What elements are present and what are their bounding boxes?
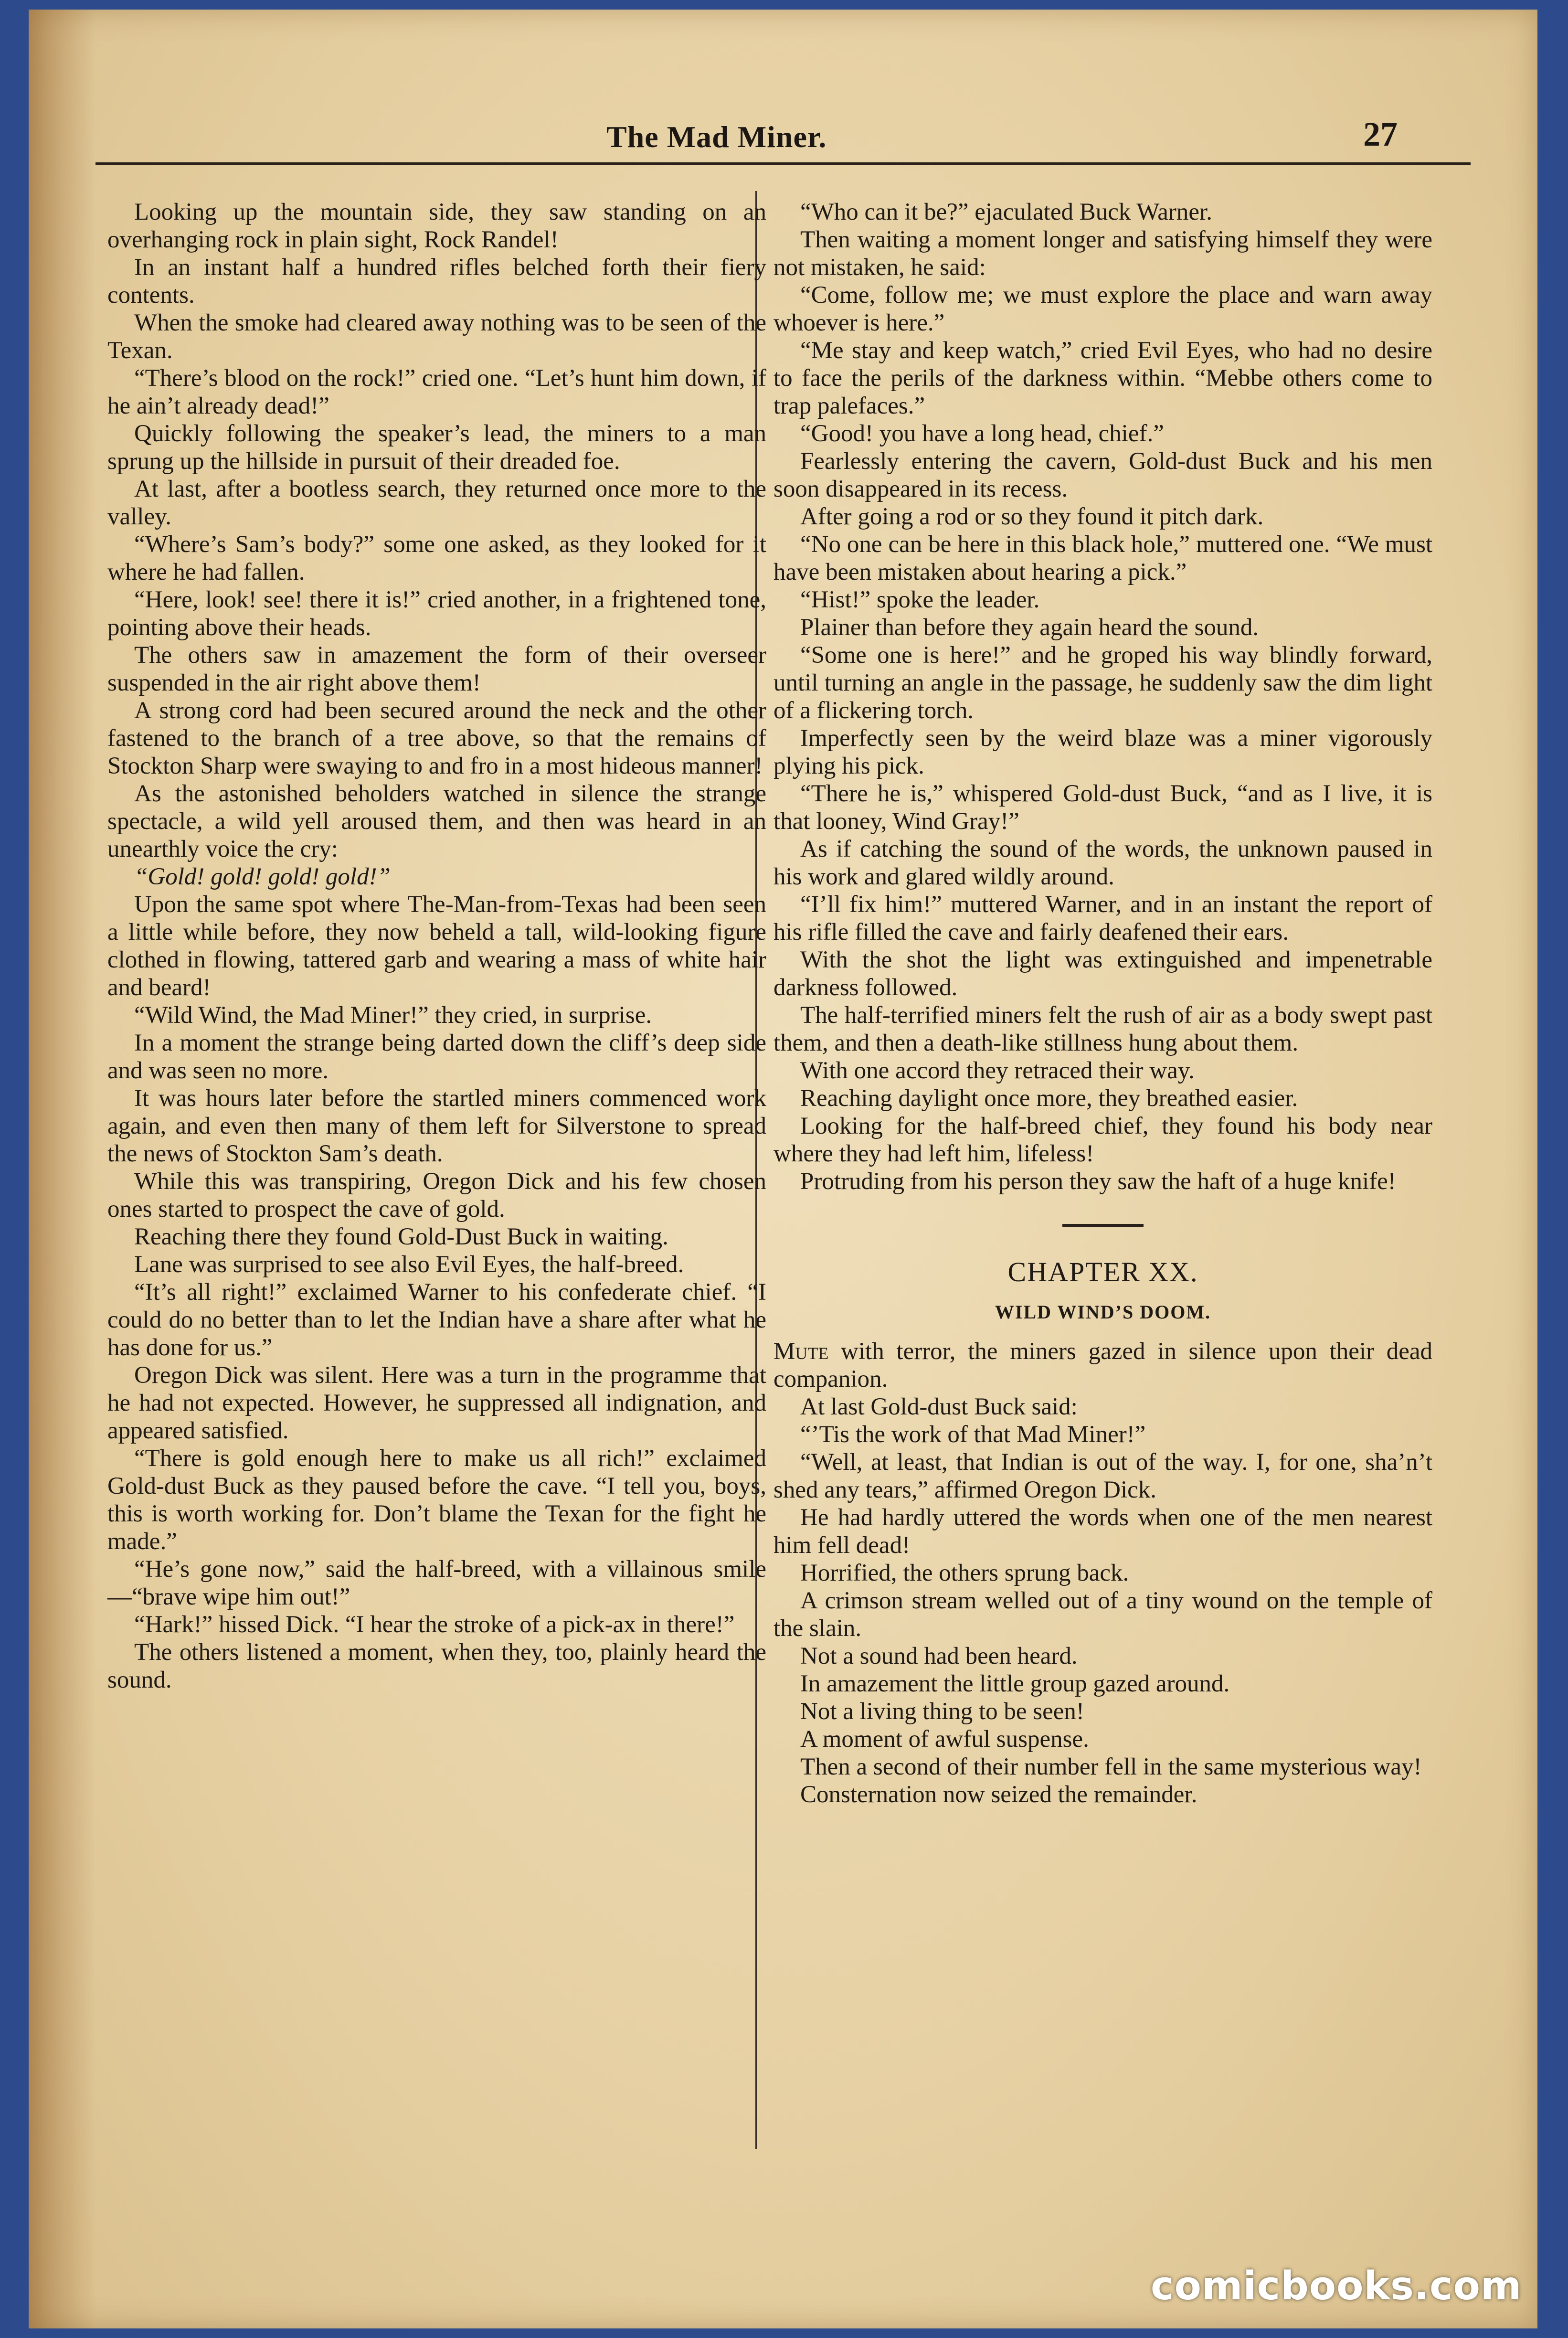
chapter-opening-text: with terror, the miners gazed in silence upon their dead companion. — [773, 1338, 1432, 1392]
paragraph: The half-terrified miners felt the rush of air as a body swept past them, and then a death-like stillness hung about them. — [773, 1002, 1432, 1056]
paragraph: “Hark!” hissed Dick. “I hear the stroke of a pick-ax in there!” — [134, 1611, 735, 1638]
paragraph: Consternation now seized the remainder. — [800, 1781, 1197, 1808]
paragraph: Reaching daylight once more, they breathed easier. — [800, 1085, 1298, 1112]
paragraph: “Come, follow me; we must explore the place and warn away whoever is here.” — [773, 282, 1432, 336]
paragraph: “’Tis the work of that Mad Miner!” — [800, 1421, 1146, 1448]
paragraph: “Gold! gold! gold! gold!” — [134, 863, 391, 890]
paragraph: “There is gold enough here to make us all rich!” exclaimed Gold-dust Buck as they paused before the cave. “I tell you, boys, this is worth working for. Don’t blame the Texan for the fight he made.” — [107, 1445, 766, 1555]
paragraph: Fearlessly entering the cavern, Gold-dust Buck and his men soon disappeared in its recess. — [773, 448, 1432, 502]
paragraph: “He’s gone now,” said the half-breed, with a villainous smile—“brave wipe him out!” — [107, 1556, 766, 1610]
running-title: The Mad Miner. — [606, 120, 827, 154]
right-column-top — [773, 198, 1432, 1195]
paragraph: “There he is,” whispered Gold-dust Buck, “and as I live, it is that looney, Wind Gray!” — [773, 780, 1432, 835]
chapter-opening-lead: Mute — [773, 1338, 829, 1365]
page-edge-stain — [29, 10, 95, 2328]
book-page — [29, 10, 1537, 2328]
paragraph: In an instant half a hundred rifles belched forth their fiery contents. — [107, 254, 766, 308]
paragraph: At last Gold-dust Buck said: — [800, 1393, 1078, 1420]
paragraph: “I’ll fix him!” muttered Warner, and in an instant the report of his rifle filled the cave and fairly deafened their ears. — [773, 891, 1432, 946]
paragraph: Reaching there they found Gold-Dust Buck in waiting. — [134, 1223, 668, 1250]
paragraph: When the smoke had cleared away nothing was to be seen of the Texan. — [107, 309, 766, 364]
paragraph: Oregon Dick was silent. Here was a turn in the programme that he had not expected. However, he suppressed all indignation, and appeared satisfied. — [107, 1362, 766, 1444]
paragraph: A crimson stream welled out of a tiny wound on the temple of the slain. — [773, 1587, 1432, 1642]
paragraph: Protruding from his person they saw the haft of a huge knife! — [800, 1168, 1396, 1195]
paragraph: Then waiting a moment longer and satisfying himself they were not mistaken, he said: — [773, 226, 1432, 281]
paragraph: He had hardly uttered the words when one of the men nearest him fell dead! — [773, 1504, 1432, 1559]
right-column — [773, 198, 1432, 1808]
header-rule — [95, 162, 1471, 165]
paragraph: Looking for the half-breed chief, they found his body near where they had left him, lifeless! — [773, 1113, 1432, 1167]
paragraph: “It’s all right!” exclaimed Warner to his confederate chief. “I could do no better than to let the Indian have a share after what he has done for us.” — [107, 1279, 766, 1361]
paragraph: Quickly following the speaker’s lead, the miners to a man sprung up the hillside in pursuit of their dreaded foe. — [107, 420, 766, 475]
paragraph: After going a rod or so they found it pitch dark. — [800, 503, 1264, 530]
right-column-bottom — [773, 1393, 1432, 1808]
paragraph: “Well, at least, that Indian is out of the way. I, for one, sha’n’t shed any tears,” affirmed Oregon Dick. — [773, 1449, 1432, 1503]
paragraph: “Hist!” spoke the leader. — [800, 586, 1040, 613]
left-column — [107, 198, 766, 1694]
paragraph: Plainer than before they again heard the sound. — [800, 614, 1259, 641]
paragraph: Looking up the mountain side, they saw standing on an overhanging rock in plain sight, Rock Randel! — [107, 199, 766, 253]
paragraph: “No one can be here in this black hole,” muttered one. “We must have been mistaken about hearing a pick.” — [773, 531, 1432, 585]
paragraph: Imperfectly seen by the weird blaze was a miner vigorously plying his pick. — [773, 725, 1432, 779]
paragraph: Horrified, the others sprung back. — [800, 1560, 1129, 1586]
paragraph: “Some one is here!” and he groped his way blindly forward, until turning an angle in the passage, he suddenly saw the dim light of a flickering torch. — [773, 642, 1432, 724]
paragraph: Not a sound had been heard. — [800, 1643, 1078, 1669]
page-header — [29, 110, 1537, 162]
paragraph: “Wild Wind, the Mad Miner!” they cried, in surprise. — [134, 1002, 652, 1029]
chapter-title: CHAPTER XX. — [1007, 1256, 1198, 1287]
paragraph: Lane was surprised to see also Evil Eyes, the half-breed. — [134, 1251, 684, 1278]
paragraph: Upon the same spot where The-Man-from-Texas had been seen a little while before, they now beheld a tall, wild-looking figure clothed in flowing, tattered garb and wearing a mass of white hair and beard! — [107, 891, 766, 1001]
page-number: 27 — [1363, 115, 1398, 153]
paragraph: Then a second of their number fell in the same mysterious way! — [800, 1754, 1422, 1780]
paragraph: In a moment the strange being darted down the cliff’s deep side and was seen no more. — [107, 1030, 766, 1084]
paragraph: The others saw in amazement the form of their overseer suspended in the air right above them! — [107, 642, 766, 696]
paragraph: “There’s blood on the rock!” cried one. “Let’s hunt him down, if he ain’t already dead!” — [107, 365, 766, 419]
paragraph: As if catching the sound of the words, the unknown paused in his work and glared wildly around. — [773, 836, 1432, 890]
paragraph: As the astonished beholders watched in silence the strange spectacle, a wild yell aroused them, and then was heard in an unearthly voice the cry: — [107, 780, 766, 862]
chapter-subtitle: WILD WIND’S DOOM. — [995, 1301, 1211, 1323]
chapter-opening-paragraph — [773, 1338, 1432, 1393]
paragraph: With one accord they retraced their way. — [800, 1057, 1195, 1084]
paragraph: With the shot the light was extinguished and impenetrable darkness followed. — [773, 946, 1432, 1001]
paragraph: Not a living thing to be seen! — [800, 1698, 1084, 1725]
paragraph: The others listened a moment, when they, too, plainly heard the sound. — [107, 1639, 766, 1693]
paragraph: “Who can it be?” ejaculated Buck Warner. — [800, 199, 1212, 225]
paragraph: “Good! you have a long head, chief.” — [800, 420, 1164, 447]
section-rule — [1062, 1224, 1144, 1227]
paragraph: A moment of awful suspense. — [800, 1726, 1089, 1753]
paragraph: At last, after a bootless search, they returned once more to the valley. — [107, 476, 766, 530]
paragraph: It was hours later before the startled miners commenced work again, and even then many of them left for Silverstone to spread the news of Stockton Sam’s death. — [107, 1085, 766, 1167]
paragraph: While this was transpiring, Oregon Dick and his few chosen ones started to prospect the cave of gold. — [107, 1168, 766, 1222]
paragraph: In amazement the little group gazed around. — [800, 1670, 1230, 1697]
paragraph: “Where’s Sam’s body?” some one asked, as they looked for it where he had fallen. — [107, 531, 766, 585]
paragraph: “Here, look! see! there it is!” cried another, in a frightened tone, pointing above their heads. — [107, 586, 766, 641]
paragraph: A strong cord had been secured around the neck and the other fastened to the branch of a tree above, so that the remains of Stockton Sharp were swaying to and fro in a most hideous manner! — [107, 697, 766, 779]
watermark: comicbooks.com — [1151, 2264, 1522, 2309]
paragraph: “Me stay and keep watch,” cried Evil Eyes, who had no desire to face the perils of the darkness within. “Mebbe others come to trap palefaces.” — [773, 337, 1432, 419]
